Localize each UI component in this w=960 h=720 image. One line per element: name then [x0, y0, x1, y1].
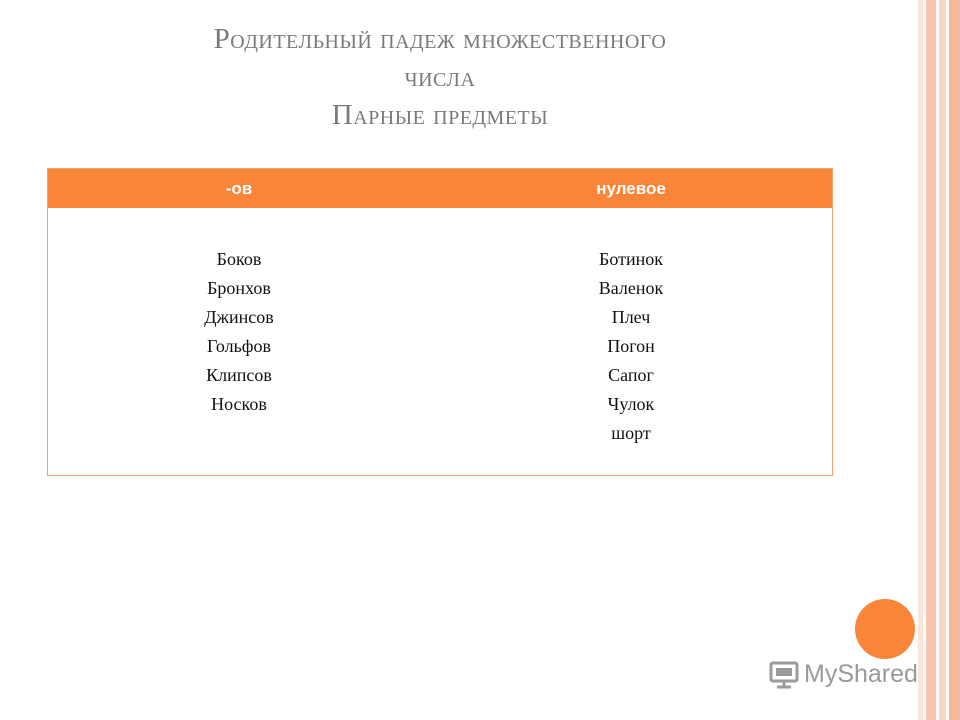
watermark-text: MyShared	[804, 659, 918, 688]
stripe	[926, 0, 936, 720]
table-body	[48, 208, 832, 448]
title-line-3: Парные предметы	[331, 99, 549, 131]
title-line-1: Родительный падеж множественного	[213, 23, 667, 55]
list-item: Бронхов	[207, 278, 271, 298]
header-zero: нулевое	[596, 178, 666, 198]
column-ov	[48, 245, 430, 448]
decorative-stripes	[918, 0, 960, 720]
list-item: Погон	[607, 336, 655, 356]
list-item: Ботинок	[599, 249, 663, 269]
stripe	[918, 0, 923, 720]
header-ov: -ов	[225, 178, 253, 198]
stripe	[949, 0, 960, 720]
stripe	[939, 0, 946, 720]
list-item: Гольфов	[207, 336, 271, 356]
slide-title	[60, 20, 820, 134]
words-table	[47, 168, 833, 476]
table-header	[48, 169, 832, 208]
list-item: Боков	[216, 249, 262, 269]
list-item: шорт	[611, 423, 651, 443]
decorative-circle	[855, 599, 915, 659]
list-item: Валенок	[598, 278, 664, 298]
column-zero	[430, 245, 832, 448]
list-item: Чулок	[607, 394, 655, 414]
title-line-2: числа	[404, 61, 476, 93]
list-item: Клипсов	[206, 365, 272, 385]
list-item: Носков	[211, 394, 267, 414]
list-item: Джинсов	[204, 307, 274, 327]
list-item: Плеч	[611, 307, 651, 327]
myshared-watermark[interactable]	[768, 656, 918, 692]
list-item: Сапог	[608, 365, 654, 385]
presentation-icon	[768, 658, 800, 690]
